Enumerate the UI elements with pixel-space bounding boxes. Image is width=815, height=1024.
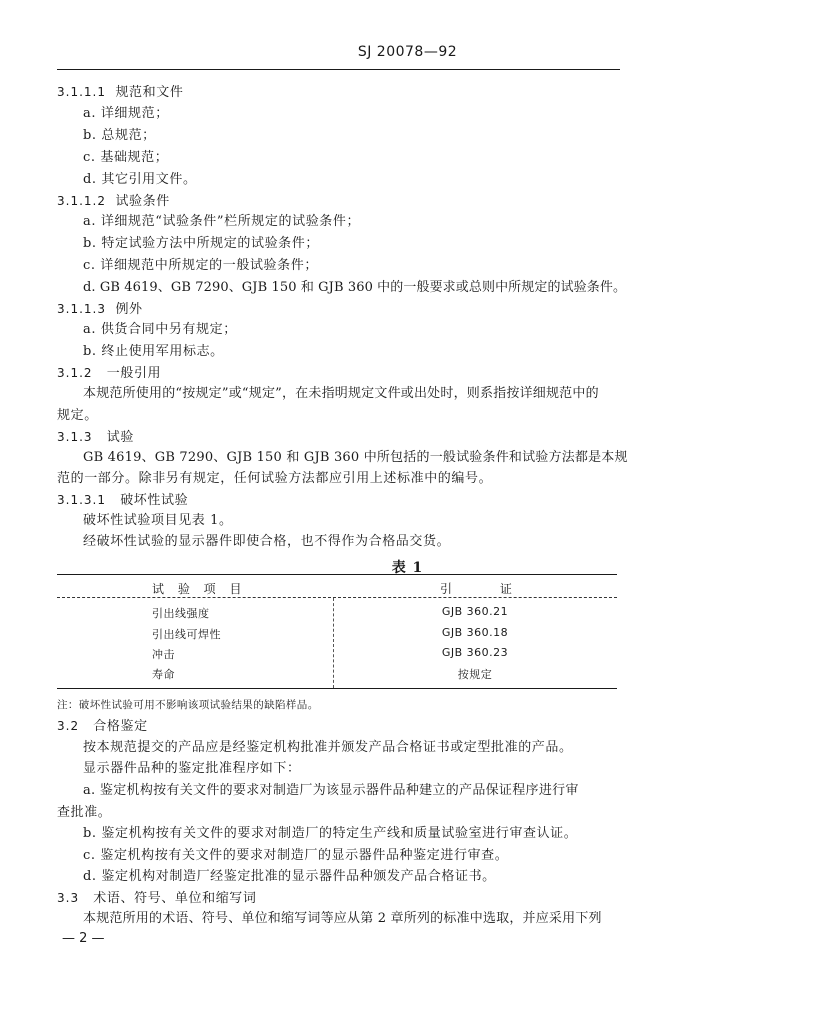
- clause-number: 3.1.2: [57, 366, 93, 380]
- list-item: b. 总规范；: [83, 128, 156, 143]
- clause-3-1-1-2: [57, 193, 170, 210]
- table-cell-test-item: 引出线可焊性: [152, 628, 221, 641]
- clause-3-1-3: [57, 429, 134, 446]
- table-cell-reference: GJB 360.23: [441, 646, 509, 659]
- clause-3-1-1-1: [57, 84, 183, 101]
- clause-3-1-1-3: [57, 301, 143, 318]
- list-item: b. 终止使用军用标志。: [83, 344, 224, 359]
- table-header-reference: 引 证: [440, 582, 534, 596]
- document-code: SJ 20078—92: [357, 44, 458, 60]
- clause-3-1-3-1: [57, 492, 188, 509]
- clause-title: 一般引用: [106, 366, 162, 381]
- paragraph-line: 规定。: [57, 408, 98, 423]
- table-cell-test-item: 寿命: [152, 668, 175, 681]
- list-item: c. 鉴定机构按有关文件的要求对制造厂的显示器件品种鉴定进行审查。: [83, 848, 509, 863]
- clause-number: 3.2: [57, 719, 80, 733]
- list-item: a. 供货合同中另有规定；: [83, 322, 237, 337]
- table-cell-test-item: 引出线强度: [152, 607, 210, 620]
- page-number: — 2 —: [62, 931, 105, 946]
- clause-number: 3.1.1.2: [57, 194, 106, 208]
- table-bottom-rule: [57, 688, 617, 689]
- clause-number: 3.1.1.1: [57, 85, 106, 99]
- paragraph-line: 本规范所用的术语、符号、单位和缩写词等应从第 2 章所列的标准中选取，并应采用下列: [83, 911, 602, 926]
- header-rule: [57, 69, 620, 70]
- table-title: 表 1: [391, 560, 424, 576]
- clause-title: 合格鉴定: [93, 719, 148, 734]
- paragraph-line: 按本规范提交的产品应是经鉴定机构批准并颁发产品合格证书或定型批准的产品。: [83, 740, 573, 755]
- list-item: d. 其它引用文件。: [83, 172, 197, 187]
- table-column-divider: [333, 598, 334, 688]
- clause-3-2: [57, 718, 148, 735]
- table-cell-reference: GJB 360.21: [441, 605, 509, 618]
- clause-title: 术语、符号、单位和缩写词: [93, 891, 257, 906]
- table-note: 注：破坏性试验可用不影响该项试验结果的缺陷样品。: [57, 699, 319, 711]
- paragraph-line: 本规范所使用的“按规定”或“规定”，在未指明规定文件或出处时，则系指按详细规范中的: [83, 386, 599, 401]
- paragraph-line: 查批准。: [57, 805, 112, 820]
- clause-title: 试验: [106, 430, 134, 445]
- paragraph-line: 显示器件品种的鉴定批准程序如下：: [83, 761, 301, 776]
- paragraph-line: 经破坏性试验的显示器件即使合格，也不得作为合格品交货。: [83, 534, 451, 549]
- table-header-rule: [57, 597, 617, 598]
- clause-number: 3.1.1.3: [57, 302, 106, 316]
- clause-number: 3.1.3.1: [57, 493, 106, 507]
- clause-number: 3.3: [57, 891, 80, 905]
- list-item: d. GB 4619、GB 7290、GJB 150 和 GJB 360 中的一般要求或总则中所规定的试验条件。: [83, 280, 627, 295]
- table-cell-reference: 按规定: [457, 668, 493, 681]
- table-header-test-item: 试 验 项 目: [152, 582, 247, 596]
- list-item: c. 详细规范中所规定的一般试验条件；: [83, 258, 318, 273]
- clause-3-3: [57, 890, 257, 907]
- clause-number: 3.1.3: [57, 430, 93, 444]
- paragraph-line: 范的一部分。除非另有规定，任何试验方法都应引用上述标准中的编号。: [57, 471, 493, 486]
- list-item: b. 鉴定机构按有关文件的要求对制造厂的特定生产线和质量试验室进行审查认证。: [83, 826, 578, 841]
- list-item: d. 鉴定机构对制造厂经鉴定批准的显示器件品种颁发产品合格证书。: [83, 869, 496, 884]
- list-item: b. 特定试验方法中所规定的试验条件；: [83, 236, 319, 251]
- clause-title: 例外: [115, 302, 143, 317]
- table-cell-test-item: 冲击: [152, 648, 175, 661]
- table-top-rule: [57, 574, 617, 575]
- clause-title: 规范和文件: [115, 85, 184, 100]
- clause-title: 试验条件: [115, 194, 170, 209]
- paragraph-line: GB 4619、GB 7290、GJB 150 和 GJB 360 中所包括的一般试验条件和试验方法都是本规: [83, 450, 628, 465]
- list-item: a. 详细规范“试验条件”栏所规定的试验条件；: [83, 214, 361, 229]
- clause-title: 破坏性试验: [120, 493, 189, 508]
- list-item: c. 基础规范；: [83, 150, 169, 165]
- table-cell-reference: GJB 360.18: [441, 626, 509, 639]
- list-item: a. 鉴定机构按有关文件的要求对制造厂为该显示器件品种建立的产品保证程序进行审: [83, 783, 579, 798]
- paragraph-line: 破坏性试验项目见表 1。: [83, 513, 233, 528]
- clause-3-1-2: [57, 365, 161, 382]
- list-item: a. 详细规范；: [83, 106, 169, 121]
